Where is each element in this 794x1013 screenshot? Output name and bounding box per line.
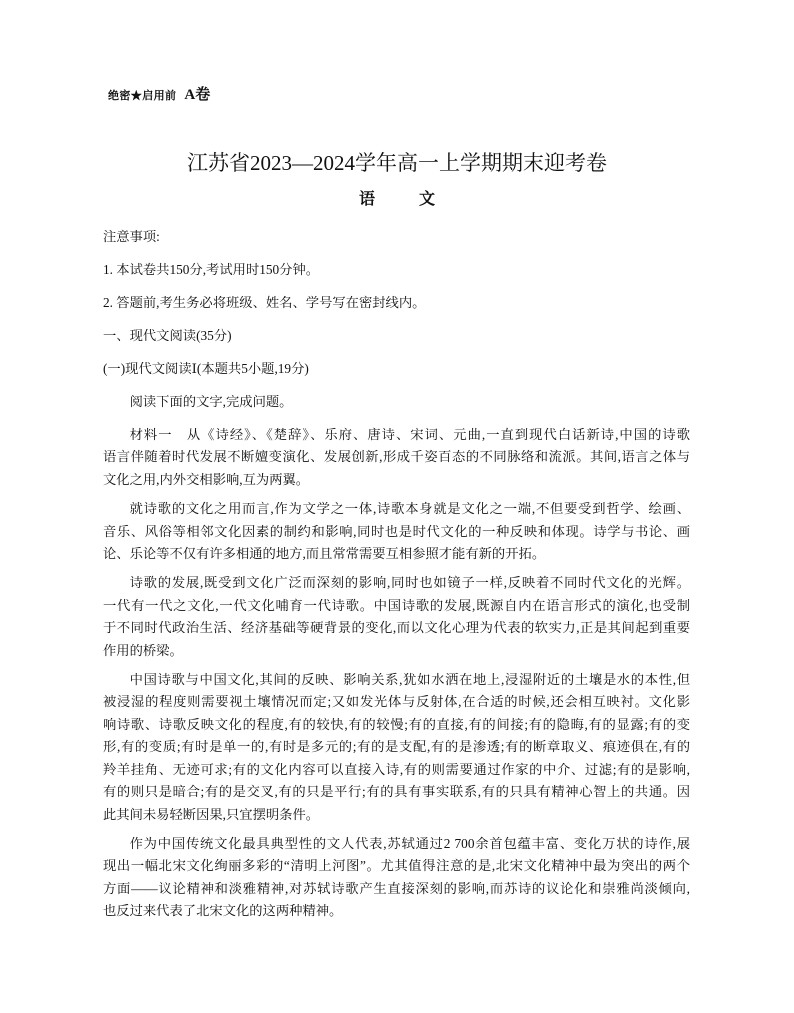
exam-body — [103, 226, 690, 923]
confidential-mark: 绝密★启用前 — [108, 90, 177, 102]
paragraph-line: 材料一 从《诗经》、《楚辞》、乐府、唐诗、宋词、元曲,一直到现代白话新诗,中国的诗歌 — [129, 427, 690, 442]
paragraph-line: 被浸湿的程度则需要视土壤情况而定;又如发光体与反射体,在合适的时候,还会相互映衬。文化影 — [103, 694, 690, 710]
subject-title: 语 文 — [358, 191, 449, 208]
paragraph-line: 羚羊挂角、无迹可求;有的文化内容可以直接入诗,有的则需要通过作家的中介、过滤;有的是影响, — [103, 761, 690, 777]
notice-heading: 注意事项: — [103, 229, 160, 244]
passage-paragraph — [103, 424, 690, 491]
paragraph-line: 于不同时代政治生活、经济基础等硬背景的变化,而以文化心理为代表的软实力,正是其间起到重要 — [103, 620, 690, 636]
paragraph-line: 论、乐论等不仅有许多相通的地方,而且常常需要互相参照才能有新的开拓。 — [103, 546, 546, 562]
section-heading: 一、现代文阅读(35分) — [103, 328, 232, 343]
paragraph-line: 此其间未易轻断因果,只宜摆明条件。 — [103, 806, 320, 822]
paragraph-line: 也反过来代表了北宋文化的这两种精神。 — [103, 903, 343, 919]
paragraph-line: 音乐、风俗等相邻文化因素的制约和影响,同时也是时代文化的一种反映和体现。诗学与书论、画 — [103, 523, 690, 539]
passage-paragraph — [103, 572, 690, 662]
paragraph-line: 方面——议论精神和淡雅精神,对苏轼诗歌产生直接深刻的影响,而苏诗的议论化和崇雅尚淡倾向, — [103, 880, 690, 896]
paragraph-line: 现出一幅北宋文化绚丽多彩的“清明上河图”。尤其值得注意的是,北宋文化精神中最为突出的两个 — [103, 858, 690, 874]
subsection-heading: (一)现代文阅读Ⅰ(本题共5小题,19分) — [103, 361, 309, 376]
reading-instruction: 阅读下面的文字,完成问题。 — [129, 394, 293, 409]
paragraph-line: 有的则只是暗合;有的是交叉,有的只是平行;有的具有事实联系,有的只具有精神心智上的共通。因 — [103, 784, 690, 800]
notice-item: 2. 答题前,考生务必将班级、姓名、学号写在密封线内。 — [103, 295, 426, 310]
paper-version: A卷 — [184, 87, 211, 103]
paragraph-line: 作为中国传统文化最具典型性的文人代表,苏轼通过2 700余首包蕴丰富、变化万状的诗作,展 — [129, 835, 690, 851]
paragraph-line: 就诗歌的文化之用而言,作为文学之一体,诗歌本身就是文化之一端,不但要受到哲学、绘画、 — [129, 501, 690, 517]
notice-item: 1. 本试卷共150分,考试用时150分钟。 — [103, 262, 320, 277]
paragraph-line: 语言伴随着时代发展不断嬗变演化、发展创新,形成千姿百态的不同脉络和流派。其间,语言之体与 — [103, 449, 690, 465]
paragraph-line: 中国诗歌与中国文化,其间的反映、影响关系,犹如水洒在地上,浸湿附近的土壤是水的本性,但 — [129, 672, 690, 688]
header-mark — [108, 84, 210, 106]
passage-paragraph — [103, 833, 690, 923]
paragraph-line: 形,有的变质;有时是单一的,有时是多元的;有的是支配,有的是渗透;有的断章取义、痕迹俱在,有的 — [103, 739, 690, 755]
paragraph-line: 一代有一代之文化,一代文化哺育一代诗歌。中国诗歌的发展,既源自内在语言形式的演化,也受制 — [103, 597, 690, 613]
exam-title: 江苏省2023—2024学年高一上学期期末迎考卷 — [187, 151, 607, 175]
paragraph-line: 文化之用,内外交相影响,互为两翼。 — [103, 471, 310, 487]
passage-paragraph — [103, 669, 690, 826]
paragraph-line: 响诗歌、诗歌反映文化的程度,有的较快,有的较慢;有的直接,有的间接;有的隐晦,有的显露;有的变 — [103, 716, 690, 732]
paragraph-line: 作用的桥梁。 — [103, 642, 183, 658]
paragraph-line: 诗歌的发展,既受到文化广泛而深刻的影响,同时也如镜子一样,反映着不同时代文化的光辉。 — [129, 575, 690, 591]
passage-paragraph — [103, 498, 690, 565]
